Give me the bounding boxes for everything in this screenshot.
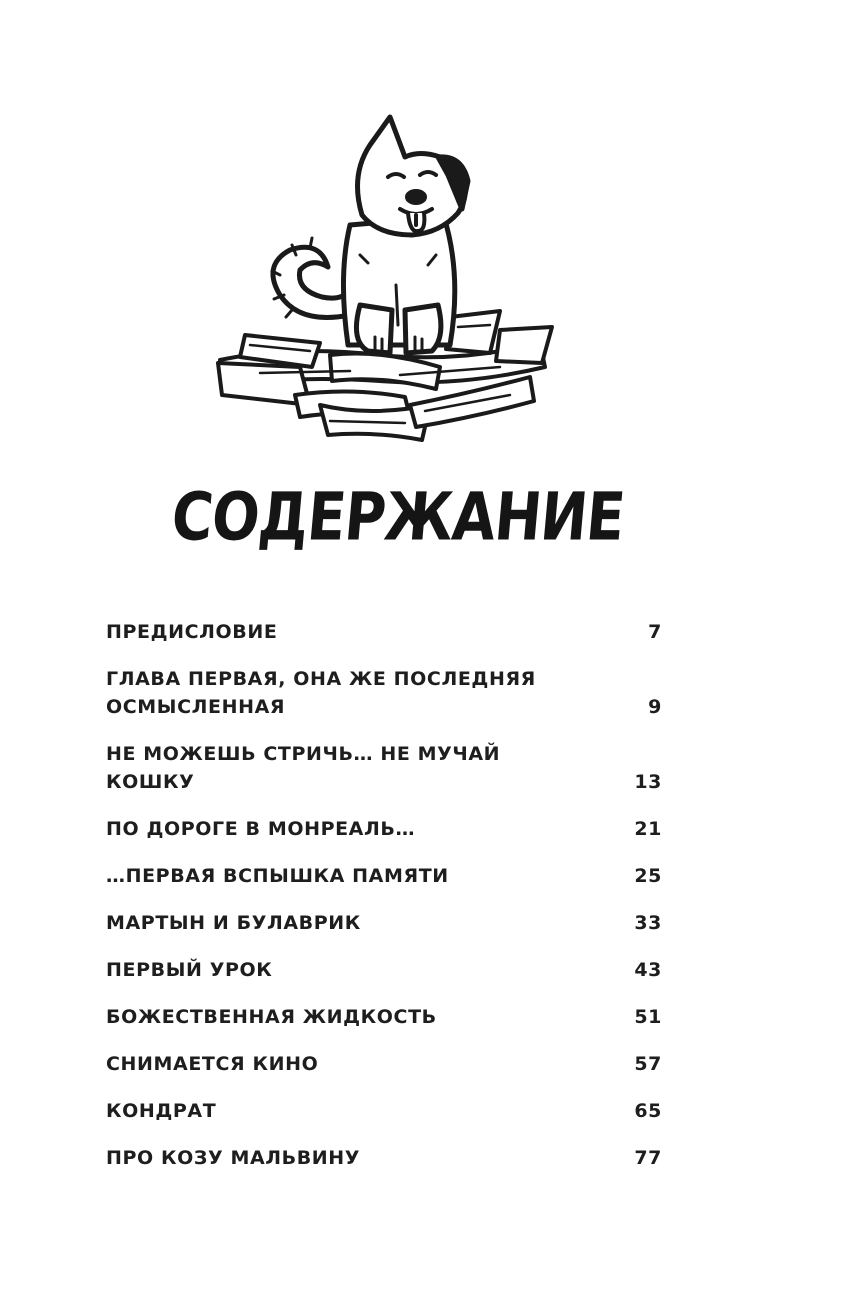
table-of-contents [106,618,662,1191]
toc-entry-page: 25 [634,865,662,887]
toc-entry-title: ПО ДОРОГЕ В МОНРЕАЛЬ… [106,818,416,840]
toc-entry-title [106,665,536,721]
toc-entry-page: 43 [634,959,662,981]
toc-heading [160,472,628,562]
toc-entry[interactable] [106,1097,662,1125]
toc-entry-title: …ПЕРВАЯ ВСПЫШКА ПАМЯТИ [106,865,449,887]
toc-entry[interactable] [106,1144,662,1172]
page-title: СОДЕРЖАНИЕ [168,478,628,556]
toc-entry[interactable] [106,1050,662,1078]
toc-entry[interactable] [106,815,662,843]
toc-entry[interactable] [106,740,662,796]
toc-entry-title-line: ГЛАВА ПЕРВАЯ, ОНА ЖЕ ПОСЛЕДНЯЯ [106,668,536,690]
toc-entry-page: 13 [634,771,662,793]
toc-entry-title-line: ОСМЫСЛЕННАЯ [106,696,286,718]
toc-entry-title: ПРЕДИСЛОВИЕ [106,621,278,643]
toc-entry-page: 7 [648,621,662,643]
toc-entry-page: 57 [634,1053,662,1075]
toc-entry[interactable] [106,956,662,984]
toc-entry-page: 33 [634,912,662,934]
toc-entry-title: ПРО КОЗУ МАЛЬВИНУ [106,1147,361,1169]
toc-entry[interactable] [106,618,662,646]
dog-on-papers-illustration [200,105,560,450]
toc-entry-title: БОЖЕСТВЕННАЯ ЖИДКОСТЬ [106,1006,437,1028]
toc-entry-page: 51 [634,1006,662,1028]
toc-entry[interactable] [106,665,662,721]
toc-entry[interactable] [106,862,662,890]
toc-entry-title: КОНДРАТ [106,1100,217,1122]
toc-entry-page: 9 [648,696,662,718]
toc-entry-page: 65 [634,1100,662,1122]
toc-entry-title: ПЕРВЫЙ УРОК [106,959,273,981]
toc-entry-page: 77 [634,1147,662,1169]
toc-entry-page: 21 [634,818,662,840]
toc-entry-title: НЕ МОЖЕШЬ СТРИЧЬ… НЕ МУЧАЙ КОШКУ [106,743,501,793]
toc-entry-title: МАРТЫН И БУЛАВРИК [106,912,361,934]
toc-entry-title: СНИМАЕТСЯ КИНО [106,1053,319,1075]
toc-entry[interactable] [106,909,662,937]
toc-entry[interactable] [106,1003,662,1031]
